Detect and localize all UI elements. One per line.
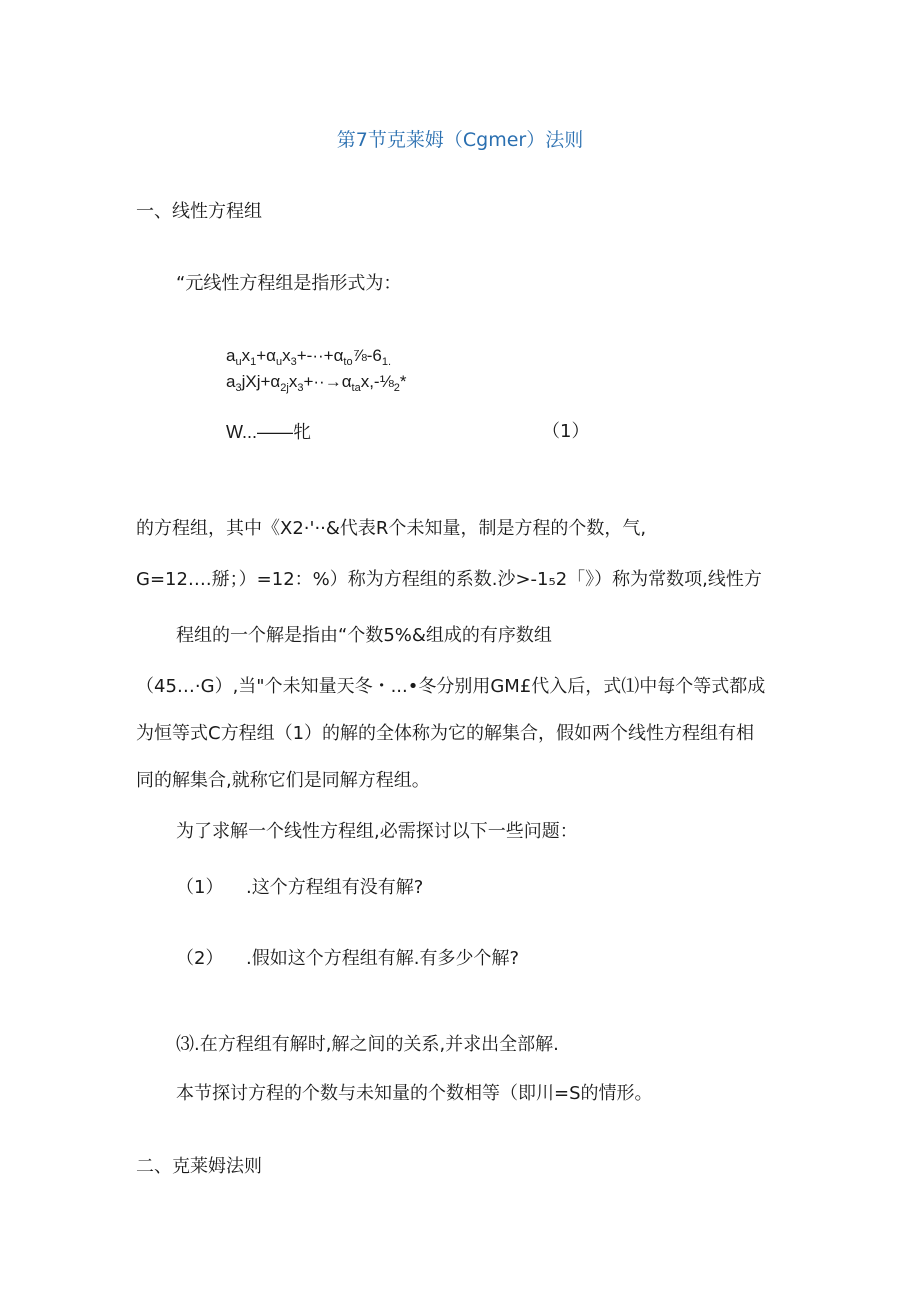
closing-text: 本节探讨方程的个数与未知量的个数相等（即川=S的情形。 [176, 1083, 653, 1104]
question-2-text: .假如这个方程组有解.有多少个解? [246, 948, 519, 969]
paragraph-line-4: （45…·G）,当"个未知量天冬・...•冬分别用GM£代入后，式⑴中每个等式都成 [136, 676, 766, 697]
equation-number: （1） [542, 421, 590, 442]
paragraph-line-3: 程组的一个解是指由“个数5%&组成的有序数组 [176, 625, 552, 646]
formula-line-2: $a_3jXj+\alpha_{2j}x_3+\cdot\cdot\to\alpha_{ta}x,-\frac{1}{8}_2*$ [226, 372, 407, 394]
formula-line-1: $a_ux_1+\alpha_ux_3+-\cdot\cdot+\alpha_{to}\frac{7}{8}-6_{1.}$ [226, 346, 392, 368]
paragraph-line-6: 同的解集合,就称它们是同解方程组。 [136, 770, 430, 791]
paragraph-line-7: 为了求解一个线性方程组,必需探讨以下一些问题： [176, 821, 578, 842]
question-2-number: （2） [176, 948, 224, 969]
intro-text: “元线性方程组是指形式为： [176, 273, 402, 294]
section-heading-1: 一、线性方程组 [136, 201, 262, 222]
question-3-text: ⑶.在方程组有解时,解之间的关系,并求出全部解. [176, 1034, 559, 1055]
section-heading-2: 二、克莱姆法则 [136, 1156, 262, 1177]
page-title: 第7节克莱姆（Cgmer）法则 [336, 129, 584, 151]
paragraph-line-5: 为恒等式C方程组（1）的解的全体称为它的解集合，假如两个线性方程组有相 [136, 723, 755, 744]
formula-line-3: W...——牝 [226, 422, 311, 442]
question-1-number: （1） [176, 877, 224, 898]
paragraph-line-1: 的方程组，其中《X2·'··&代表R个未知量，制是方程的个数，气, [136, 518, 647, 539]
paragraph-line-2: G=12….掰；）=12：%）称为方程组的系数.沙>-1₅2「》）称为常数项,线性方 [136, 569, 762, 590]
question-1-text: .这个方程组有没有解? [246, 877, 424, 898]
